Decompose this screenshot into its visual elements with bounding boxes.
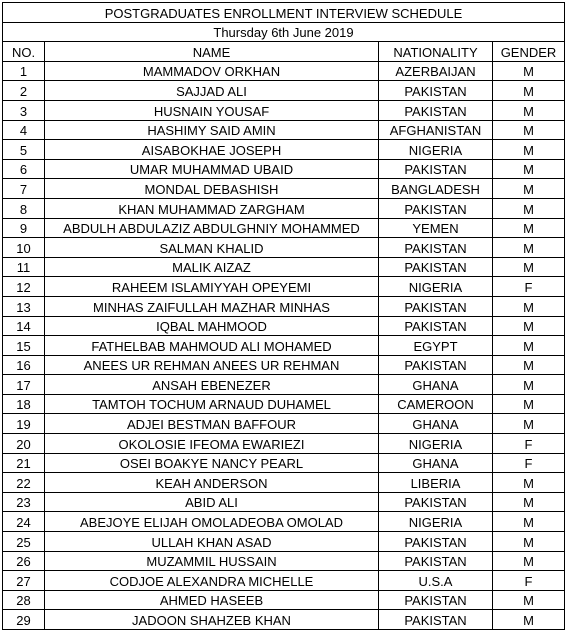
gender-cell[interactable]: M	[493, 238, 565, 258]
row-number-cell[interactable]: 15	[3, 336, 45, 356]
nationality-cell[interactable]: PAKISTAN	[379, 81, 493, 101]
table-row	[3, 453, 565, 473]
row-number-cell[interactable]: 9	[3, 218, 45, 238]
gender-cell[interactable]: F	[493, 434, 565, 454]
table-row	[3, 81, 565, 101]
table-row	[3, 159, 565, 179]
name-cell[interactable]: UMAR MUHAMMAD UBAID	[45, 159, 379, 179]
gender-cell[interactable]: F	[493, 277, 565, 297]
row-number-cell[interactable]: 26	[3, 551, 45, 571]
table-row	[3, 610, 565, 630]
name-cell[interactable]: MONDAL DEBASHISH	[45, 179, 379, 199]
name-cell[interactable]: ULLAH KHAN ASAD	[45, 532, 379, 552]
name-cell[interactable]: ANSAH EBENEZER	[45, 375, 379, 395]
row-number-cell[interactable]: 3	[3, 100, 45, 120]
table-row	[3, 492, 565, 512]
gender-cell[interactable]: M	[493, 394, 565, 414]
table-row	[3, 571, 565, 591]
gender-cell[interactable]: M	[493, 375, 565, 395]
name-cell[interactable]: IQBAL MAHMOOD	[45, 316, 379, 336]
table-row	[3, 532, 565, 552]
table-row	[3, 414, 565, 434]
nationality-cell[interactable]: GHANA	[379, 414, 493, 434]
schedule-title[interactable]: POSTGRADUATES ENROLLMENT INTERVIEW SCHEDULE	[3, 3, 565, 23]
gender-cell[interactable]: M	[493, 296, 565, 316]
nationality-cell[interactable]: LIBERIA	[379, 473, 493, 493]
table-row	[3, 551, 565, 571]
row-number-cell[interactable]: 24	[3, 512, 45, 532]
gender-cell[interactable]: M	[493, 120, 565, 140]
nationality-cell[interactable]: AFGHANISTAN	[379, 120, 493, 140]
nationality-cell[interactable]: PAKISTAN	[379, 532, 493, 552]
nationality-cell[interactable]: NIGERIA	[379, 140, 493, 160]
nationality-cell[interactable]: NIGERIA	[379, 277, 493, 297]
gender-cell[interactable]: M	[493, 179, 565, 199]
nationality-cell[interactable]: PAKISTAN	[379, 551, 493, 571]
name-cell[interactable]: SAJJAD ALI	[45, 81, 379, 101]
gender-cell[interactable]: M	[493, 159, 565, 179]
gender-cell[interactable]: M	[493, 100, 565, 120]
gender-cell[interactable]: M	[493, 492, 565, 512]
row-number-cell[interactable]: 22	[3, 473, 45, 493]
row-number-cell[interactable]: 19	[3, 414, 45, 434]
gender-cell[interactable]: M	[493, 590, 565, 610]
name-cell[interactable]: FATHELBAB MAHMOUD ALI MOHAMED	[45, 336, 379, 356]
name-cell[interactable]: ANEES UR REHMAN ANEES UR REHMAN	[45, 355, 379, 375]
gender-cell[interactable]: M	[493, 257, 565, 277]
table-row	[3, 100, 565, 120]
table-row	[3, 277, 565, 297]
table-row	[3, 296, 565, 316]
date-row	[3, 22, 565, 42]
name-cell[interactable]: MALIK AIZAZ	[45, 257, 379, 277]
name-cell[interactable]: OKOLOSIE IFEOMA EWARIEZI	[45, 434, 379, 454]
table-row	[3, 198, 565, 218]
nationality-cell[interactable]: U.S.A	[379, 571, 493, 591]
nationality-cell[interactable]: PAKISTAN	[379, 198, 493, 218]
row-number-cell[interactable]: 10	[3, 238, 45, 258]
row-number-cell[interactable]: 7	[3, 179, 45, 199]
gender-cell[interactable]: F	[493, 453, 565, 473]
name-cell[interactable]: MAMMADOV ORKHAN	[45, 61, 379, 81]
header-gender[interactable]: GENDER	[493, 42, 565, 62]
row-number-cell[interactable]: 17	[3, 375, 45, 395]
name-cell[interactable]: ABID ALI	[45, 492, 379, 512]
table-row	[3, 140, 565, 160]
name-cell[interactable]: ABDULH ABDULAZIZ ABDULGHNIY MOHAMMED	[45, 218, 379, 238]
row-number-cell[interactable]: 14	[3, 316, 45, 336]
nationality-cell[interactable]: NIGERIA	[379, 434, 493, 454]
row-number-cell[interactable]: 20	[3, 434, 45, 454]
row-number-cell[interactable]: 23	[3, 492, 45, 512]
gender-cell[interactable]: M	[493, 218, 565, 238]
gender-cell[interactable]: M	[493, 355, 565, 375]
row-number-cell[interactable]: 6	[3, 159, 45, 179]
name-cell[interactable]: AISABOKHAE JOSEPH	[45, 140, 379, 160]
name-cell[interactable]: JADOON SHAHZEB KHAN	[45, 610, 379, 630]
gender-cell[interactable]: M	[493, 532, 565, 552]
row-number-cell[interactable]: 13	[3, 296, 45, 316]
nationality-cell[interactable]: PAKISTAN	[379, 296, 493, 316]
name-cell[interactable]: MUZAMMIL HUSSAIN	[45, 551, 379, 571]
row-number-cell[interactable]: 16	[3, 355, 45, 375]
name-cell[interactable]: ADJEI BESTMAN BAFFOUR	[45, 414, 379, 434]
gender-cell[interactable]: M	[493, 336, 565, 356]
gender-cell[interactable]: M	[493, 551, 565, 571]
row-number-cell[interactable]: 27	[3, 571, 45, 591]
table-row	[3, 316, 565, 336]
nationality-cell[interactable]: PAKISTAN	[379, 355, 493, 375]
nationality-cell[interactable]: NIGERIA	[379, 512, 493, 532]
schedule-table-body	[3, 3, 565, 630]
table-row	[3, 394, 565, 414]
gender-cell[interactable]: M	[493, 512, 565, 532]
gender-cell[interactable]: M	[493, 61, 565, 81]
row-number-cell[interactable]: 29	[3, 610, 45, 630]
nationality-cell[interactable]: PAKISTAN	[379, 492, 493, 512]
nationality-cell[interactable]: BANGLADESH	[379, 179, 493, 199]
gender-cell[interactable]: M	[493, 414, 565, 434]
table-row	[3, 355, 565, 375]
name-cell[interactable]: CODJOE ALEXANDRA MICHELLE	[45, 571, 379, 591]
table-row	[3, 434, 565, 454]
row-number-cell[interactable]: 8	[3, 198, 45, 218]
gender-cell[interactable]: M	[493, 81, 565, 101]
nationality-cell[interactable]: GHANA	[379, 375, 493, 395]
nationality-cell[interactable]: PAKISTAN	[379, 590, 493, 610]
row-number-cell[interactable]: 21	[3, 453, 45, 473]
title-row	[3, 3, 565, 23]
name-cell[interactable]: SALMAN KHALID	[45, 238, 379, 258]
nationality-cell[interactable]: PAKISTAN	[379, 610, 493, 630]
table-row	[3, 218, 565, 238]
table-row	[3, 590, 565, 610]
table-row	[3, 179, 565, 199]
nationality-cell[interactable]: PAKISTAN	[379, 257, 493, 277]
nationality-cell[interactable]: PAKISTAN	[379, 159, 493, 179]
table-row	[3, 512, 565, 532]
name-cell[interactable]: TAMTOH TOCHUM ARNAUD DUHAMEL	[45, 394, 379, 414]
name-cell[interactable]: HASHIMY SAID AMIN	[45, 120, 379, 140]
gender-cell[interactable]: F	[493, 571, 565, 591]
header-name[interactable]: NAME	[45, 42, 379, 62]
table-row	[3, 375, 565, 395]
gender-cell[interactable]: M	[493, 198, 565, 218]
header-no[interactable]: NO.	[3, 42, 45, 62]
table-row	[3, 120, 565, 140]
header-nationality[interactable]: NATIONALITY	[379, 42, 493, 62]
name-cell[interactable]: OSEI BOAKYE NANCY PEARL	[45, 453, 379, 473]
row-number-cell[interactable]: 12	[3, 277, 45, 297]
row-number-cell[interactable]: 11	[3, 257, 45, 277]
schedule-date[interactable]: Thursday 6th June 2019	[3, 22, 565, 42]
gender-cell[interactable]: M	[493, 316, 565, 336]
gender-cell[interactable]: M	[493, 610, 565, 630]
name-cell[interactable]: AHMED HASEEB	[45, 590, 379, 610]
table-row	[3, 238, 565, 258]
name-cell[interactable]: KEAH ANDERSON	[45, 473, 379, 493]
name-cell[interactable]: RAHEEM ISLAMIYYAH OPEYEMI	[45, 277, 379, 297]
nationality-cell[interactable]: AZERBAIJAN	[379, 61, 493, 81]
nationality-cell[interactable]: EGYPT	[379, 336, 493, 356]
table-row	[3, 473, 565, 493]
interview-schedule-table	[2, 2, 565, 630]
table-row	[3, 61, 565, 81]
nationality-cell[interactable]: PAKISTAN	[379, 238, 493, 258]
nationality-cell[interactable]: CAMEROON	[379, 394, 493, 414]
nationality-cell[interactable]: YEMEN	[379, 218, 493, 238]
name-cell[interactable]: ABEJOYE ELIJAH OMOLADEOBA OMOLAD	[45, 512, 379, 532]
header-row	[3, 42, 565, 62]
row-number-cell[interactable]: 18	[3, 394, 45, 414]
row-number-cell[interactable]: 5	[3, 140, 45, 160]
table-row	[3, 336, 565, 356]
row-number-cell[interactable]: 25	[3, 532, 45, 552]
gender-cell[interactable]: M	[493, 473, 565, 493]
nationality-cell[interactable]: PAKISTAN	[379, 316, 493, 336]
gender-cell[interactable]: M	[493, 140, 565, 160]
table-row	[3, 257, 565, 277]
row-number-cell[interactable]: 28	[3, 590, 45, 610]
row-number-cell[interactable]: 1	[3, 61, 45, 81]
name-cell[interactable]: MINHAS ZAIFULLAH MAZHAR MINHAS	[45, 296, 379, 316]
name-cell[interactable]: HUSNAIN YOUSAF	[45, 100, 379, 120]
nationality-cell[interactable]: PAKISTAN	[379, 100, 493, 120]
row-number-cell[interactable]: 4	[3, 120, 45, 140]
name-cell[interactable]: KHAN MUHAMMAD ZARGHAM	[45, 198, 379, 218]
nationality-cell[interactable]: GHANA	[379, 453, 493, 473]
row-number-cell[interactable]: 2	[3, 81, 45, 101]
